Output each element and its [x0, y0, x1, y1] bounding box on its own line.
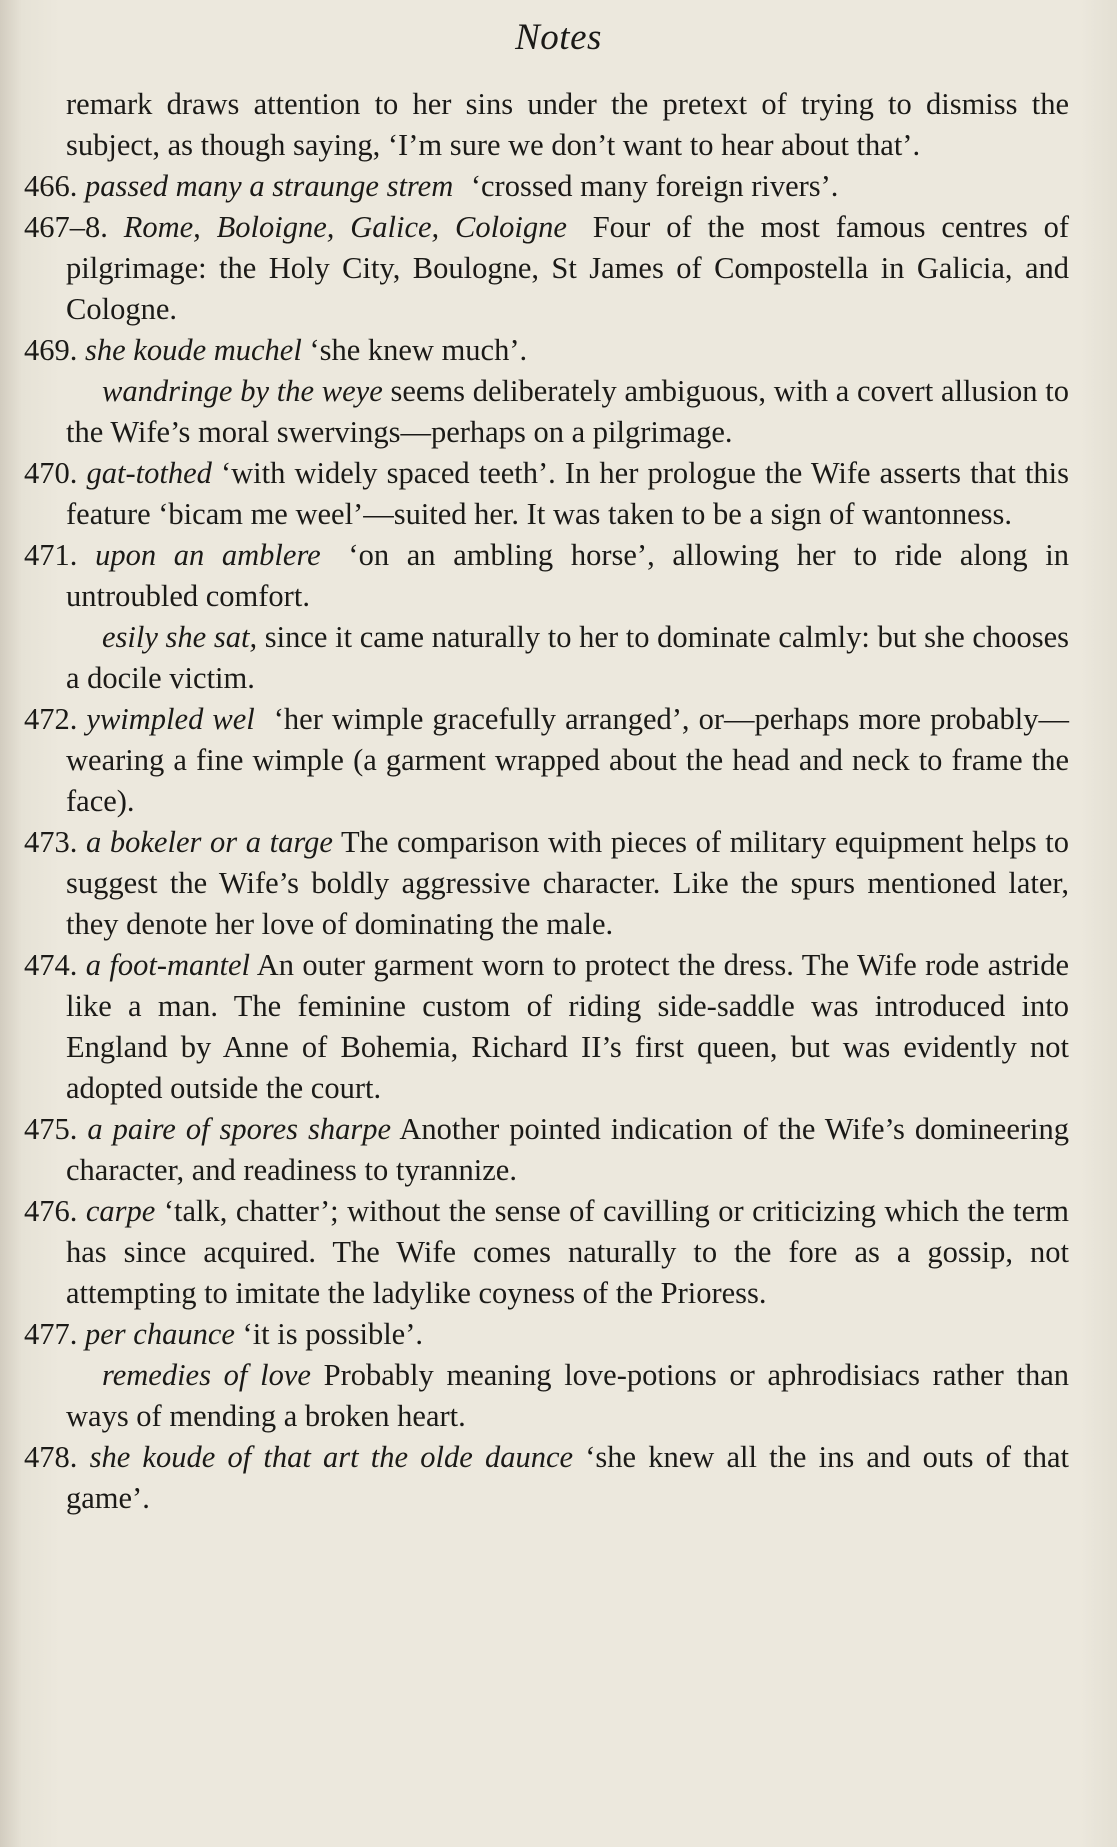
note-text: ‘she knew all the ins and outs of that game’.	[66, 1440, 1070, 1515]
note-text: ‘her wimple gracefully arranged’, or—perhaps more probably—wearing a fine wimple (a garment wrapped about the head and neck to frame the face).	[66, 702, 1070, 818]
note-text: Four of the most famous centres of pilgrimage: the Holy City, Boulogne, St James of Compostella in Galicia, and Cologne.	[66, 210, 1070, 326]
note-number: 475.	[24, 1112, 78, 1146]
note-number: 478.	[24, 1440, 78, 1474]
note-continuation	[24, 84, 1069, 166]
note-477-sub	[24, 1355, 1069, 1437]
note-lemma: esily she sat,	[102, 620, 258, 654]
note-477	[24, 1314, 1069, 1355]
note-number: 467–8.	[24, 210, 108, 244]
note-lemma: a bokeler or a targe	[86, 825, 333, 859]
note-number: 472.	[24, 702, 78, 736]
note-lemma: a paire of spores sharpe	[87, 1112, 392, 1146]
note-text: Probably meaning love-potions or aphrodisiacs rather than ways of mending a broken heart.	[66, 1358, 1070, 1433]
note-number: 474.	[24, 948, 78, 982]
note-number: 470.	[24, 456, 78, 490]
note-472	[24, 699, 1069, 822]
note-lemma: she koude of that art the olde daunce	[89, 1440, 574, 1474]
note-469-sub	[24, 371, 1069, 453]
note-lemma: Rome, Boloigne, Galice, Coloigne	[123, 210, 567, 244]
notes-list	[24, 84, 1069, 1519]
note-text: ‘she knew much’.	[309, 333, 528, 367]
running-head: Notes	[515, 17, 602, 58]
note-lemma: remedies of love	[102, 1358, 311, 1392]
note-lemma: passed many a straunge strem	[85, 169, 454, 203]
note-476	[24, 1191, 1069, 1314]
note-lemma: carpe	[85, 1194, 156, 1228]
note-text: ‘on an ambling horse’, allowing her to ride along in untroubled comfort.	[66, 538, 1070, 613]
note-text: seems deliberately ambiguous, with a covert allusion to the Wife’s moral swervings—perhaps on a pilgrimage.	[66, 374, 1069, 449]
note-lemma: upon an amblere	[95, 538, 321, 572]
note-text: The comparison with pieces of military equipment helps to suggest the Wife’s boldly aggressive character. Like the spurs mentioned later, they denote her love of dominating the male.	[66, 825, 1070, 941]
note-number: 471.	[24, 538, 78, 572]
note-text: ‘with widely spaced teeth’. In her prologue the Wife asserts that this feature ‘bicam me weel’—suited her. It was taken to be a sign of wantonness.	[66, 456, 1070, 531]
note-478	[24, 1437, 1069, 1519]
note-text: An outer garment worn to protect the dress. The Wife rode astride like a man. The feminine custom of riding side-saddle was introduced into England by Anne of Bohemia, Richard II’s first queen, but was evidently not adopted outside the court.	[66, 948, 1069, 1105]
note-471	[24, 535, 1069, 617]
note-470	[24, 453, 1069, 535]
note-text: remark draws attention to her sins under the pretext of trying to dismiss the subject, as though saying, ‘I’m sure we don’t want to hear about that’.	[66, 87, 1069, 162]
note-lemma: she koude muchel	[85, 333, 302, 367]
note-475	[24, 1109, 1069, 1191]
note-number: 469.	[24, 333, 78, 367]
note-number: 477.	[24, 1317, 78, 1351]
note-lemma: gat-tothed	[86, 456, 212, 490]
note-text: since it came naturally to her to dominate calmly: but she chooses a docile victim.	[66, 620, 1069, 695]
note-467-8	[24, 207, 1069, 330]
note-473	[24, 822, 1069, 945]
note-number: 466.	[24, 169, 78, 203]
note-text: ‘talk, chatter’; without the sense of cavilling or criticizing which the term has since acquired. The Wife comes naturally to the fore as a gossip, not attempting to imitate the ladylike coyness of the Prioress.	[66, 1194, 1070, 1310]
note-469	[24, 330, 1069, 371]
note-lemma: a foot-mantel	[85, 948, 251, 982]
note-lemma: ywimpled wel	[86, 702, 255, 736]
note-number: 473.	[24, 825, 78, 859]
note-474	[24, 945, 1069, 1109]
note-lemma: per chaunce	[85, 1317, 235, 1351]
note-text: Another pointed indication of the Wife’s domineering character, and readiness to tyrannize.	[66, 1112, 1070, 1187]
note-lemma: wandringe by the weye	[102, 374, 383, 408]
note-471-sub	[24, 617, 1069, 699]
note-text: ‘crossed many foreign rivers’.	[470, 169, 839, 203]
note-466	[24, 166, 1069, 207]
note-number: 476.	[24, 1194, 78, 1228]
note-text: ‘it is possible’.	[242, 1317, 423, 1351]
